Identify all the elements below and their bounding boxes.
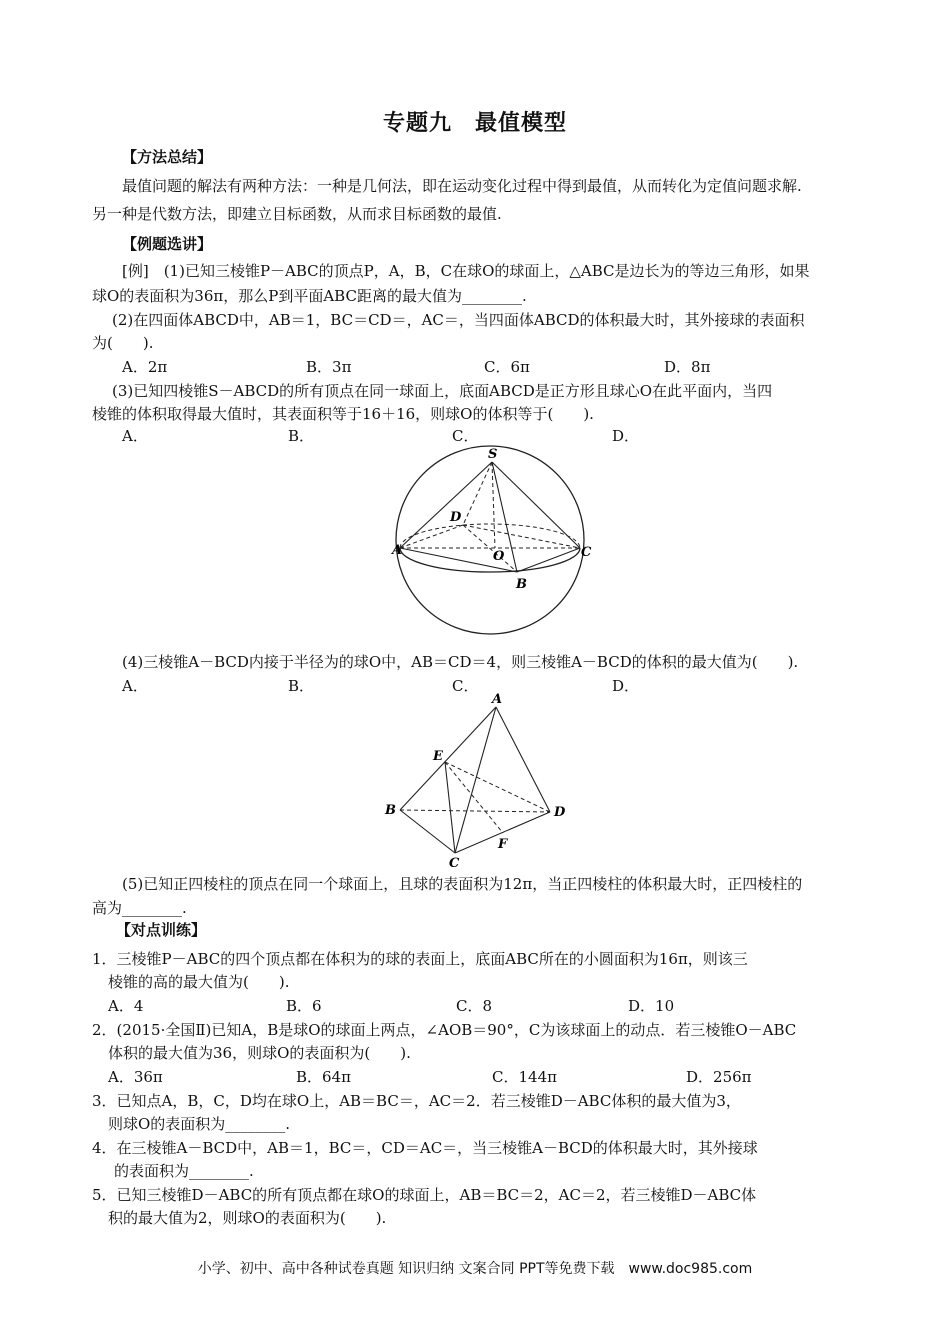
option-b: B． — [288, 427, 315, 445]
practice-text: 的表面积为________. — [114, 1162, 254, 1180]
option-b: B．64π — [296, 1068, 351, 1086]
label-o: O — [493, 549, 505, 564]
section-heading-examples: 【例题选讲】 — [122, 235, 213, 253]
practice-text: 体积的最大值为36，则球O的表面积为( ). — [108, 1044, 411, 1062]
sphere-pyramid-figure — [380, 440, 600, 640]
section-heading-practice: 【对点训练】 — [116, 921, 207, 939]
question-text: (2)在四面体ABCD中，AB＝1，BC＝CD＝，AC＝，当四面体ABCD的体积最大时，其外接球的表面积 — [112, 311, 805, 329]
option-d: D．256π — [686, 1068, 752, 1086]
option-c: C． — [452, 677, 479, 695]
option-c: C．8 — [456, 997, 493, 1015]
page-title: 专题九 最值模型 — [382, 111, 567, 136]
question-text: 为( ). — [92, 334, 154, 352]
section-heading-method: 【方法总结】 — [122, 148, 213, 166]
question-text: (3)已知四棱锥S－ABCD的所有顶点在同一球面上，底面ABCD是正方形且球心O在此平面内，当四 — [112, 382, 773, 400]
practice-text: 5．已知三棱锥D－ABC的所有顶点都在球O的球面上，AB＝BC＝2，AC＝2，若三棱锥D－ABC体 — [92, 1186, 757, 1204]
footer-link[interactable]: 小学、初中、高中各种试卷真题 知识归纳 文案合同 PPT等免费下载 www.doc985.com — [197, 1261, 753, 1277]
label-b: B — [516, 577, 527, 592]
question-text: (5)已知正四棱柱的顶点在同一个球面上，且球的表面积为12π，当正四棱柱的体积最大时，正四棱柱的 — [122, 875, 803, 893]
question-text: [例] (1)已知三棱锥P－ABC的顶点P，A，B，C在球O的球面上，△ABC是边长为的等边三角形，如果 — [122, 262, 810, 280]
practice-text: 棱锥的高的最大值为( ). — [108, 973, 290, 991]
tetrahedron-figure — [380, 692, 580, 872]
method-text: 另一种是代数方法，即建立目标函数，从而求目标函数的最值. — [92, 205, 502, 223]
option-b: B．3π — [306, 358, 352, 376]
practice-text: 4．在三棱锥A－BCD中，AB＝1，BC＝，CD＝AC＝，当三棱锥A－BCD的体积最大时，其外接球 — [92, 1139, 758, 1157]
practice-text: 3．已知点A，B，C，D均在球O上，AB＝BC＝，AC＝2．若三棱锥D－ABC体积的最大值为3， — [92, 1092, 741, 1110]
option-c: C．6π — [484, 358, 530, 376]
option-c: C．144π — [492, 1068, 557, 1086]
option-a: A．2π — [122, 358, 168, 376]
method-text: 最值问题的解法有两种方法：一种是几何法，即在运动变化过程中得到最值，从而转化为定值问题求解. — [122, 177, 802, 195]
label-c: C — [581, 545, 592, 560]
option-c: C． — [452, 427, 479, 445]
label-d: D — [554, 805, 566, 820]
option-a: A．4 — [108, 997, 144, 1015]
practice-text: 则球O的表面积为________. — [108, 1115, 291, 1133]
question-text: 高为________. — [92, 899, 187, 917]
label-f: F — [498, 837, 508, 852]
option-a: A．36π — [108, 1068, 163, 1086]
option-a: A． — [122, 427, 148, 445]
option-d: D．8π — [664, 358, 711, 376]
label-c: C — [449, 856, 460, 871]
question-text: 球O的表面积为36π，那么P到平面ABC距离的最大值为________. — [92, 287, 527, 305]
label-d: D — [450, 510, 462, 525]
label-a: A — [492, 692, 503, 707]
practice-text: 积的最大值为2，则球O的表面积为( ). — [108, 1209, 387, 1227]
option-d: D． — [612, 677, 640, 695]
label-a: A — [392, 543, 403, 558]
option-a: A． — [122, 677, 148, 695]
option-b: B． — [288, 677, 315, 695]
label-b: B — [385, 803, 396, 818]
practice-text: 1．三棱锥P－ABC的四个顶点都在体积为的球的表面上，底面ABC所在的小圆面积为16π，则该三 — [92, 950, 748, 968]
label-e: E — [433, 749, 443, 764]
practice-text: 2．(2015·全国Ⅱ)已知A，B是球O的球面上两点，∠AOB＝90°，C为该球面上的动点．若三棱锥O－ABC — [92, 1021, 797, 1039]
label-s: S — [488, 447, 498, 462]
option-d: D．10 — [628, 997, 675, 1015]
question-text: (4)三棱锥A－BCD内接于半径为的球O中，AB＝CD＝4，则三棱锥A－BCD的体积的最大值为( ). — [122, 653, 799, 671]
question-text: 棱锥的体积取得最大值时，其表面积等于16＋16，则球O的体积等于( ). — [92, 405, 594, 423]
option-b: B．6 — [286, 997, 322, 1015]
option-d: D． — [612, 427, 640, 445]
